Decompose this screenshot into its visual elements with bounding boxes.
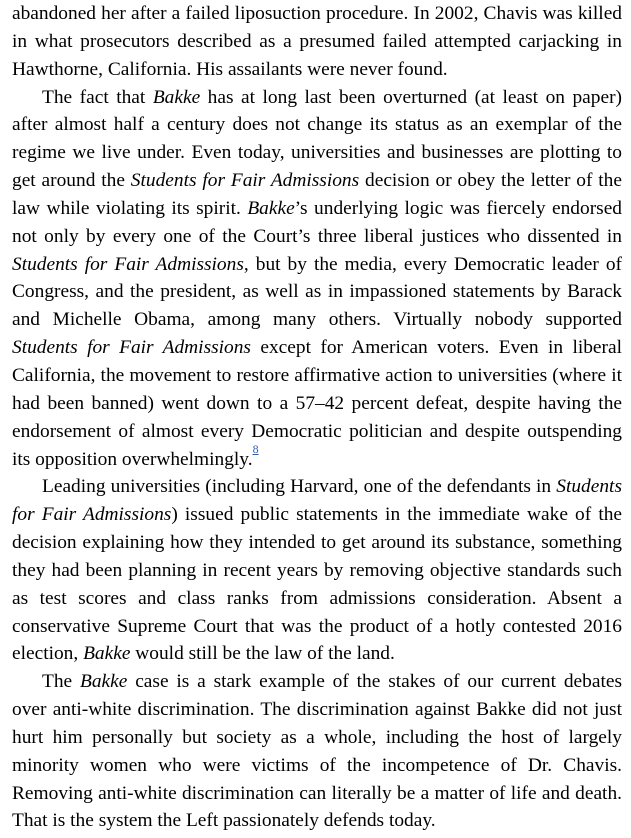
paragraph-2 (12, 84, 622, 474)
italic-title-run: Bakke (80, 671, 128, 693)
text-run: Leading universities (including Harvard, one of the defendants in (42, 476, 557, 498)
italic-title-run: Students for Fair Admissions (12, 253, 244, 275)
italic-title-run: Bakke (83, 643, 131, 665)
italic-title-run: Bakke (247, 197, 295, 219)
text-run: The (42, 671, 80, 693)
text-run: except for American voters. Even in liberal California, the movement to restore affirmative action to universities (where it had been banned) went down to a 57–42 percent defeat, despite having the endorsement of almost every Democratic politician and despite outspending its opposition overwhelmingly. (12, 337, 622, 470)
italic-title-run: Students for Fair Admissions (130, 170, 360, 192)
text-run: would still be the law of the land. (130, 643, 395, 665)
text-run: abandoned her after a failed liposuction procedure. In 2002, Chavis was killed in what prosecutors described as a presumed failed attempted carjacking in Hawthorne, California. His assailants were never found. (12, 3, 622, 80)
text-run: , but by the media, every Democratic leader of Congress, and the president, as well as in impassioned statements by Barack and Michelle Obama, among many others. Virtually nobody supported (12, 253, 622, 331)
paragraph-4 (12, 668, 622, 835)
text-run: The fact that (42, 86, 153, 108)
text-run: case is a stark example of the stakes of our current debates over anti-white discrimination. The discrimination against Bakke did not just hurt him personally but society as a whole, including the host of largely minority women who were victims of the incompetence of Dr. Chavis. Removing anti-white discrimination can literally be a matter of life and death. That is the system the Left passionately defends today. (12, 671, 623, 832)
paragraph-1 (12, 0, 622, 84)
text-run: ) issued public statements in the immediate wake of the decision explaining how they intended to get around its substance, something they had been planning in recent years by removing objective standards such as test scores and class ranks from admissions consideration. Absent a conservative Supreme Court that was the product of a hotly contested 2016 election, (12, 504, 623, 665)
text-run: ’s underlying logic was fiercely endorsed not only by every one of the Court’s three liberal justices who dissented in (12, 197, 622, 247)
document-page (12, 0, 622, 835)
italic-title-run: Bakke (152, 86, 201, 108)
text-run: decision or obey the letter of the law while violating its spirit. (12, 170, 622, 219)
italic-title-run: Students for Fair Admissions (12, 337, 251, 359)
italic-title-run: Students for Fair Admissions (12, 476, 622, 526)
text-run: has at long last been overturned (at least on paper) after almost half a century does not change its status as an exemplar of the regime we live under. Even today, universities and businesses are plotting to get around the (12, 86, 622, 192)
footnote-link[interactable]: 8 (252, 441, 259, 456)
paragraph-3 (12, 473, 622, 668)
